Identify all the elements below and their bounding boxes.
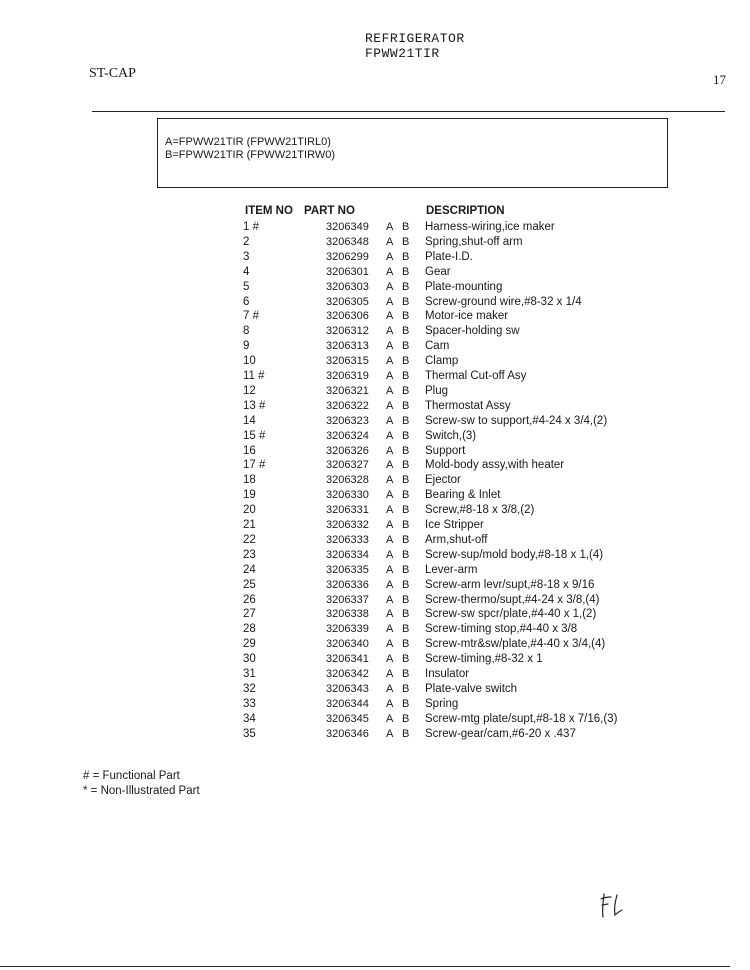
description-cell: Screw-ground wire,#8-32 x 1/4 <box>425 295 582 308</box>
table-row <box>0 266 750 281</box>
description-cell: Screw,#8-18 x 3/8,(2) <box>425 504 535 517</box>
model-a-cell: A <box>386 414 394 427</box>
description-cell: Bearing & Inlet <box>425 489 501 502</box>
model-a-cell: A <box>386 265 394 278</box>
description-cell: Screw-arm levr/supt,#8-18 x 9/16 <box>425 578 595 591</box>
part-no-cell: 3206301 <box>326 265 369 278</box>
table-row <box>0 445 750 460</box>
part-no-cell: 3206330 <box>326 489 369 502</box>
model-b-cell: B <box>402 519 410 531</box>
item-no-cell: 34 <box>243 712 256 725</box>
table-row <box>0 415 750 430</box>
model-b-cell: B <box>402 295 410 308</box>
model-b-cell: B <box>402 504 410 517</box>
part-no-cell: 3206334 <box>326 548 369 561</box>
model-b-cell: B <box>402 563 410 576</box>
model-a-cell: A <box>386 384 394 397</box>
model-a-cell: A <box>386 593 394 606</box>
description-cell: Screw-sw to support,#4-24 x 3/4,(2) <box>425 414 608 427</box>
model-a-cell: A <box>386 697 394 710</box>
table-row <box>0 340 750 355</box>
table-row <box>0 564 750 579</box>
table-row <box>0 623 750 638</box>
table-row <box>0 400 750 415</box>
description-cell: Plate-valve switch <box>425 682 518 695</box>
model-a-cell: A <box>386 563 394 576</box>
model-b-cell: B <box>402 221 410 233</box>
table-row <box>0 713 750 728</box>
part-no-cell: 3206348 <box>326 235 369 248</box>
description-cell: Plate-I.D. <box>425 250 473 263</box>
model-b-cell: B <box>402 444 410 457</box>
section-code: ST-CAP <box>89 66 136 81</box>
part-no-cell: 3206324 <box>326 429 369 442</box>
table-row <box>0 504 750 519</box>
item-no-cell: 27 <box>243 608 256 621</box>
model-legend-box <box>157 118 668 188</box>
part-no-cell: 3206323 <box>326 414 369 427</box>
item-no-cell: 9 <box>243 340 250 353</box>
description-cell: Switch,(3) <box>425 429 477 442</box>
model-b-cell: B <box>402 578 410 591</box>
description-cell: Insulator <box>425 668 470 680</box>
model-b-cell: B <box>402 489 410 502</box>
item-no-cell: 19 <box>243 489 256 502</box>
table-row <box>0 236 750 251</box>
table-row <box>0 549 750 564</box>
model-a-cell: A <box>386 653 394 666</box>
description-cell: Ice Stripper <box>425 519 484 531</box>
table-row <box>0 579 750 594</box>
description-cell: Mold-body assy,with heater <box>425 459 565 472</box>
description-cell: Harness-wiring,ice maker <box>425 221 555 233</box>
description-cell: Screw-gear/cam,#6-20 x .437 <box>425 727 576 740</box>
description-cell: Screw-mtg plate/supt,#8-18 x 7/16,(3) <box>425 712 618 725</box>
model-b-cell: B <box>402 280 410 293</box>
table-row <box>0 653 750 668</box>
model-b-cell: B <box>402 384 410 397</box>
legend-functional-part: # = Functional Part <box>83 770 180 782</box>
part-no-cell: 3206327 <box>326 459 369 472</box>
title-line-product: REFRIGERATOR <box>365 31 465 46</box>
model-b-cell: B <box>402 682 410 695</box>
description-cell: Motor-ice maker <box>425 310 509 323</box>
description-cell: Screw-mtr&sw/plate,#4-40 x 3/4,(4) <box>425 638 606 651</box>
table-row <box>0 281 750 296</box>
model-b-cell: B <box>402 250 410 263</box>
model-b-cell: B <box>402 370 410 382</box>
item-no-cell: 22 <box>243 533 256 546</box>
model-a-cell: A <box>386 340 394 353</box>
table-row <box>0 594 750 609</box>
part-no-cell: 3206332 <box>326 519 369 531</box>
description-cell: Arm,shut-off <box>425 533 488 546</box>
item-no-cell: 13 # <box>243 399 266 412</box>
table-row <box>0 325 750 340</box>
description-cell: Thermostat Assy <box>425 399 511 412</box>
title-line-model: FPWW21TIR <box>365 46 440 61</box>
model-a-cell: A <box>386 370 394 382</box>
item-no-cell: 14 <box>243 414 256 427</box>
part-no-cell: 3206339 <box>326 623 369 636</box>
part-no-cell: 3206328 <box>326 474 369 487</box>
table-row <box>0 459 750 474</box>
item-no-cell: 17 # <box>243 459 266 472</box>
table-row <box>0 430 750 445</box>
part-no-cell: 3206343 <box>326 682 369 695</box>
item-no-cell: 6 <box>243 295 250 308</box>
item-no-cell: 2 <box>243 235 250 248</box>
part-no-cell: 3206322 <box>326 399 369 412</box>
model-a-cell: A <box>386 608 394 621</box>
model-b-cell: B <box>402 608 410 621</box>
item-no-cell: 8 <box>243 325 250 338</box>
table-row <box>0 638 750 653</box>
model-a-cell: A <box>386 668 394 680</box>
item-no-cell: 29 <box>243 638 256 651</box>
table-row <box>0 519 750 534</box>
model-a-cell: A <box>386 459 394 472</box>
table-row <box>0 355 750 370</box>
model-b-cell: B <box>402 235 410 248</box>
model-a-cell: A <box>386 727 394 740</box>
model-b-cell: B <box>402 638 410 651</box>
model-b-cell: B <box>402 712 410 725</box>
model-b-cell: B <box>402 623 410 636</box>
part-no-cell: 3206349 <box>326 221 369 233</box>
model-b-label: B=FPWW21TIR (FPWW21TIRW0) <box>165 149 335 161</box>
item-no-cell: 25 <box>243 578 256 591</box>
model-b-cell: B <box>402 474 410 487</box>
model-b-cell: B <box>402 548 410 561</box>
model-a-cell: A <box>386 429 394 442</box>
table-row <box>0 221 750 236</box>
description-cell: Screw-timing,#8-32 x 1 <box>425 653 543 666</box>
model-a-cell: A <box>386 295 394 308</box>
table-row <box>0 296 750 311</box>
description-cell: Screw-sw spcr/plate,#4-40 x 1,(2) <box>425 608 597 621</box>
model-a-cell: A <box>386 310 394 323</box>
model-a-cell: A <box>386 533 394 546</box>
handwritten-initials-signature <box>598 890 628 920</box>
model-a-cell: A <box>386 474 394 487</box>
table-row <box>0 251 750 266</box>
item-no-cell: 11 # <box>243 370 265 382</box>
model-a-cell: A <box>386 444 394 457</box>
table-row <box>0 668 750 683</box>
description-cell: Screw-thermo/supt,#4-24 x 3/8,(4) <box>425 593 600 606</box>
item-no-cell: 15 # <box>243 429 266 442</box>
model-a-cell: A <box>386 235 394 248</box>
description-cell: Screw-timing stop,#4-40 x 3/8 <box>425 623 578 636</box>
document-title <box>365 31 465 61</box>
model-a-cell: A <box>386 519 394 531</box>
table-row <box>0 385 750 400</box>
model-b-cell: B <box>402 265 410 278</box>
header-divider <box>92 111 725 112</box>
model-a-cell: A <box>386 280 394 293</box>
model-a-cell: A <box>386 399 394 412</box>
description-cell: Plate-mounting <box>425 280 503 293</box>
item-no-cell: 23 <box>243 548 256 561</box>
item-no-cell: 3 <box>243 250 250 263</box>
item-no-cell: 10 <box>243 355 256 368</box>
item-no-cell: 20 <box>243 504 256 517</box>
description-cell: Cam <box>425 340 450 353</box>
model-b-cell: B <box>402 340 410 353</box>
item-no-cell: 18 <box>243 474 256 487</box>
part-no-cell: 3206326 <box>326 444 369 457</box>
model-a-cell: A <box>386 325 394 338</box>
model-b-cell: B <box>402 668 410 680</box>
model-a-cell: A <box>386 682 394 695</box>
model-a-cell: A <box>386 638 394 651</box>
item-no-cell: 12 <box>243 384 256 397</box>
model-b-cell: B <box>402 459 410 472</box>
model-b-cell: B <box>402 533 410 546</box>
part-no-cell: 3206337 <box>326 593 369 606</box>
description-cell: Spring <box>425 697 459 710</box>
model-a-cell: A <box>386 548 394 561</box>
column-header-part-no: PART NO <box>304 205 355 217</box>
description-cell: Support <box>425 444 466 457</box>
part-no-cell: 3206345 <box>326 712 369 725</box>
table-row <box>0 310 750 325</box>
part-no-cell: 3206315 <box>326 355 369 368</box>
part-no-cell: 3206344 <box>326 697 369 710</box>
model-b-cell: B <box>402 429 410 442</box>
part-no-cell: 3206341 <box>326 653 369 666</box>
symbol-legend <box>83 769 200 799</box>
part-no-cell: 3206312 <box>326 325 369 338</box>
description-cell: Lever-arm <box>425 563 478 576</box>
item-no-cell: 33 <box>243 697 256 710</box>
description-cell: Screw-sup/mold body,#8-18 x 1,(4) <box>425 548 604 561</box>
item-no-cell: 4 <box>243 265 250 278</box>
part-no-cell: 3206342 <box>326 668 369 680</box>
model-b-cell: B <box>402 653 410 666</box>
legend-non-illustrated-part: * = Non-Illustrated Part <box>83 785 200 797</box>
part-no-cell: 3206336 <box>326 578 369 591</box>
description-cell: Gear <box>425 265 451 278</box>
item-no-cell: 1 # <box>243 221 259 233</box>
model-b-cell: B <box>402 697 410 710</box>
part-no-cell: 3206306 <box>326 310 369 323</box>
description-cell: Spacer-holding sw <box>425 325 520 338</box>
model-a-label: A=FPWW21TIR (FPWW21TIRL0) <box>165 136 331 148</box>
description-cell: Clamp <box>425 355 459 368</box>
model-a-cell: A <box>386 355 394 368</box>
part-no-cell: 3206335 <box>326 563 369 576</box>
part-no-cell: 3206340 <box>326 638 369 651</box>
item-no-cell: 31 <box>243 668 256 680</box>
model-b-cell: B <box>402 399 410 412</box>
model-a-cell: A <box>386 504 394 517</box>
part-no-cell: 3206338 <box>326 608 369 621</box>
table-row <box>0 608 750 623</box>
model-b-cell: B <box>402 414 410 427</box>
model-b-cell: B <box>402 310 410 323</box>
part-no-cell: 3206321 <box>326 384 369 397</box>
item-no-cell: 32 <box>243 682 256 695</box>
column-header-description: DESCRIPTION <box>426 205 505 217</box>
model-a-cell: A <box>386 489 394 502</box>
model-b-cell: B <box>402 325 410 338</box>
item-no-cell: 16 <box>243 444 256 457</box>
column-header-item-no: ITEM NO <box>245 205 293 217</box>
model-a-cell: A <box>386 623 394 636</box>
part-no-cell: 3206303 <box>326 280 369 293</box>
item-no-cell: 7 # <box>243 310 259 323</box>
table-row <box>0 698 750 713</box>
item-no-cell: 28 <box>243 623 256 636</box>
model-a-cell: A <box>386 578 394 591</box>
model-a-cell: A <box>386 221 394 233</box>
part-no-cell: 3206333 <box>326 533 369 546</box>
part-no-cell: 3206319 <box>326 370 369 382</box>
page-number: 17 <box>713 72 726 87</box>
model-b-cell: B <box>402 593 410 606</box>
model-b-cell: B <box>402 727 410 740</box>
item-no-cell: 5 <box>243 280 250 293</box>
description-cell: Thermal Cut-off Asy <box>425 370 527 382</box>
description-cell: Plug <box>425 384 449 397</box>
item-no-cell: 24 <box>243 563 256 576</box>
table-row <box>0 370 750 385</box>
table-row <box>0 683 750 698</box>
table-row <box>0 534 750 549</box>
item-no-cell: 26 <box>243 593 256 606</box>
table-row <box>0 474 750 489</box>
footer-divider <box>0 966 730 967</box>
description-cell: Ejector <box>425 474 461 487</box>
description-cell: Spring,shut-off arm <box>425 235 523 248</box>
item-no-cell: 35 <box>243 727 256 740</box>
part-no-cell: 3206299 <box>326 250 369 263</box>
part-no-cell: 3206305 <box>326 295 369 308</box>
part-no-cell: 3206346 <box>326 727 369 740</box>
table-row <box>0 728 750 743</box>
model-a-cell: A <box>386 250 394 263</box>
part-no-cell: 3206331 <box>326 504 369 517</box>
table-row <box>0 489 750 504</box>
item-no-cell: 21 <box>243 519 256 531</box>
part-no-cell: 3206313 <box>326 340 369 353</box>
model-a-cell: A <box>386 712 394 725</box>
item-no-cell: 30 <box>243 653 256 666</box>
model-b-cell: B <box>402 355 410 368</box>
